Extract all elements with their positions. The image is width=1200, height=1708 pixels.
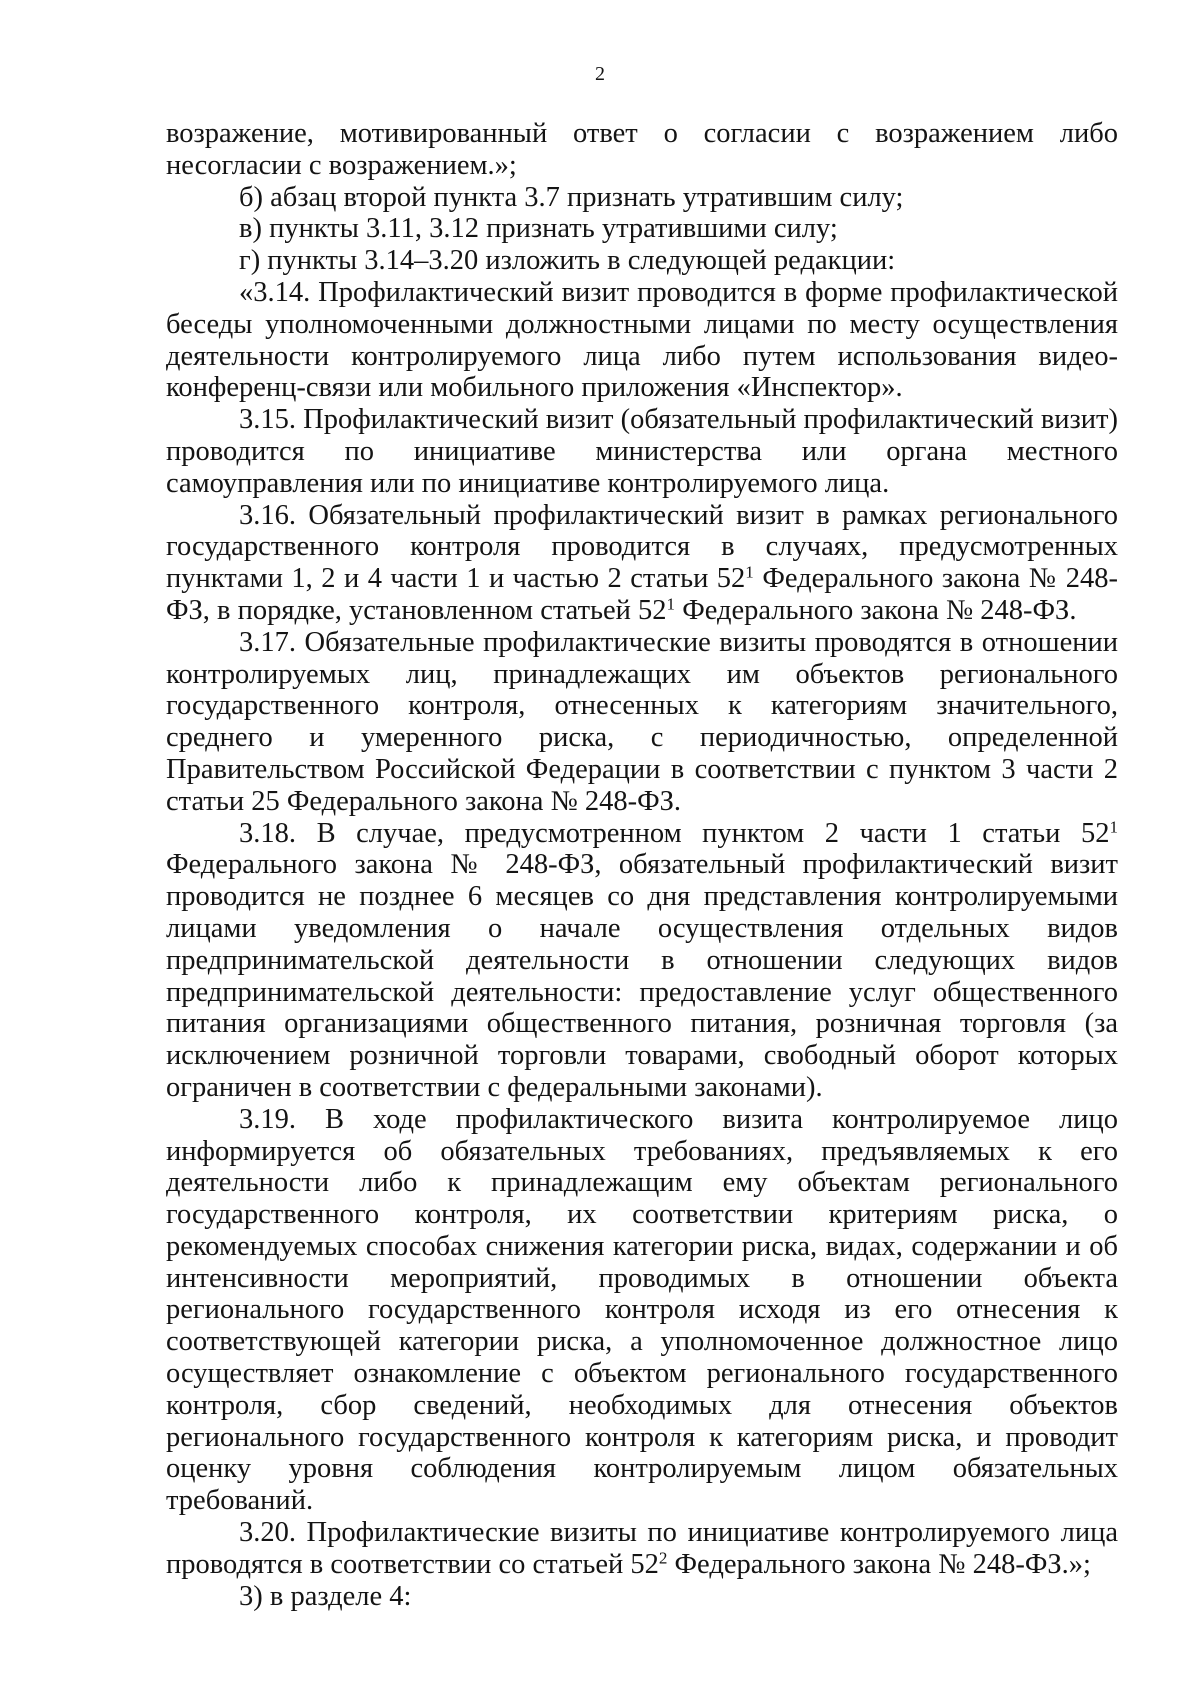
paragraph-3-18-text-2: Федерального закона № 248-ФЗ, обязательный профилактический визит проводится не позднее 6 месяцев со дня представления контролируемыми лицами уведомления о начале осуществления отдельных видов предпринимательской деятельности в отношении следующих видов предпринимательской деятельности: предоставление услуг общественного питания организациями общественного питания, розничная торговля (за исключением розничной торговли товарами, свободный оборот которых ограничен в соответствии с федеральными законами). — [166, 849, 1118, 1103]
superscript-index: 1 — [745, 562, 754, 582]
paragraph-item-v: в) пункты 3.11, 3.12 признать утратившими силу; — [239, 213, 838, 245]
paragraph-3-14: «3.14. Профилактический визит проводится в форме профилактической беседы уполномоченными должностными лицами по месту осуществления деятельности контролируемого лица либо путем использования видео-конференц-связи или мобильного приложения «Инспектор». — [166, 276, 1118, 404]
paragraph-item-3: 3) в разделе 4: — [239, 1580, 412, 1612]
paragraph-3-18 — [166, 818, 1118, 1104]
paragraph-continuation: возражение, мотивированный ответ о согласии с возражением либо несогласии с возражением.»; — [166, 118, 1118, 181]
paragraph-3-20-text-1: 3.20. Профилактические визиты по инициативе контролируемого лица проводятся в соответствии со статьей 52 — [166, 1517, 1118, 1580]
paragraph-item-g: г) пункты 3.14–3.20 изложить в следующей редакции: — [239, 245, 896, 277]
paragraph-3-16-text-3: Федерального закона № 248-ФЗ. — [675, 594, 1077, 626]
paragraph-3-20 — [166, 1517, 1118, 1581]
paragraph-3-18-text-1: 3.18. В случае, предусмотренном пунктом 2 части 1 статьи 52 — [239, 817, 1110, 849]
paragraph-3-20-text-2: Федерального закона № 248-ФЗ.»; — [667, 1548, 1091, 1580]
superscript-index: 2 — [658, 1548, 668, 1568]
paragraph-3-15: 3.15. Профилактический визит (обязательный профилактический визит) проводится по инициативе министерства или органа местного самоуправления или по инициативе контролируемого лица. — [166, 404, 1119, 499]
paragraph-3-16-text-1: 3.16. Обязательный профилактический визит в рамках регионального государственного контроля проводится в случаях, предусмотренных пунктами 1, 2 и 4 части 1 и частью 2 статьи 52 — [166, 499, 1118, 595]
paragraph-3-17: 3.17. Обязательные профилактические визиты проводятся в отношении контролируемых лиц, принадлежащих им объектов регионального государственного контроля, отнесенных к категориям значительного, среднего и умеренного риска, с периодичностью, определенной Правительством Российской Федерации в соответствии с пунктом 3 части 2 статьи 25 Федерального закона № 248-ФЗ. — [166, 626, 1118, 817]
paragraph-3-16-text-2: Федерального закона № 248-ФЗ, в порядке, установленном статьей 52 — [166, 563, 1118, 626]
paragraph-item-b: б) абзац второй пункта 3.7 признать утратившим силу; — [239, 181, 904, 213]
paragraph-3-16 — [166, 500, 1118, 627]
superscript-index: 1 — [1109, 817, 1118, 837]
superscript-index: 1 — [666, 594, 676, 614]
document-body — [166, 118, 1118, 1612]
paragraph-3-19: 3.19. В ходе профилактического визита контролируемое лицо информируется об обязательных требованиях, предъявляемых к его деятельности либо к принадлежащим ему объектам регионального государственного контроля, их соответствии критериям риска, о рекомендуемых способах снижения категории риска, видах, содержании и об интенсивности мероприятий, проводимых в отношении объекта регионального государственного контроля исходя из его отнесения к соответствующей категории риска, а уполномоченное должностное лицо осуществляет ознакомление с объектом регионального государственного контроля, сбор сведений, необходимых для отнесения объектов регионального государственного контроля к категориям риска, и проводит оценку уровня соблюдения контролируемым лицом обязательных требований. — [166, 1103, 1118, 1517]
page-number: 2 — [595, 63, 605, 85]
